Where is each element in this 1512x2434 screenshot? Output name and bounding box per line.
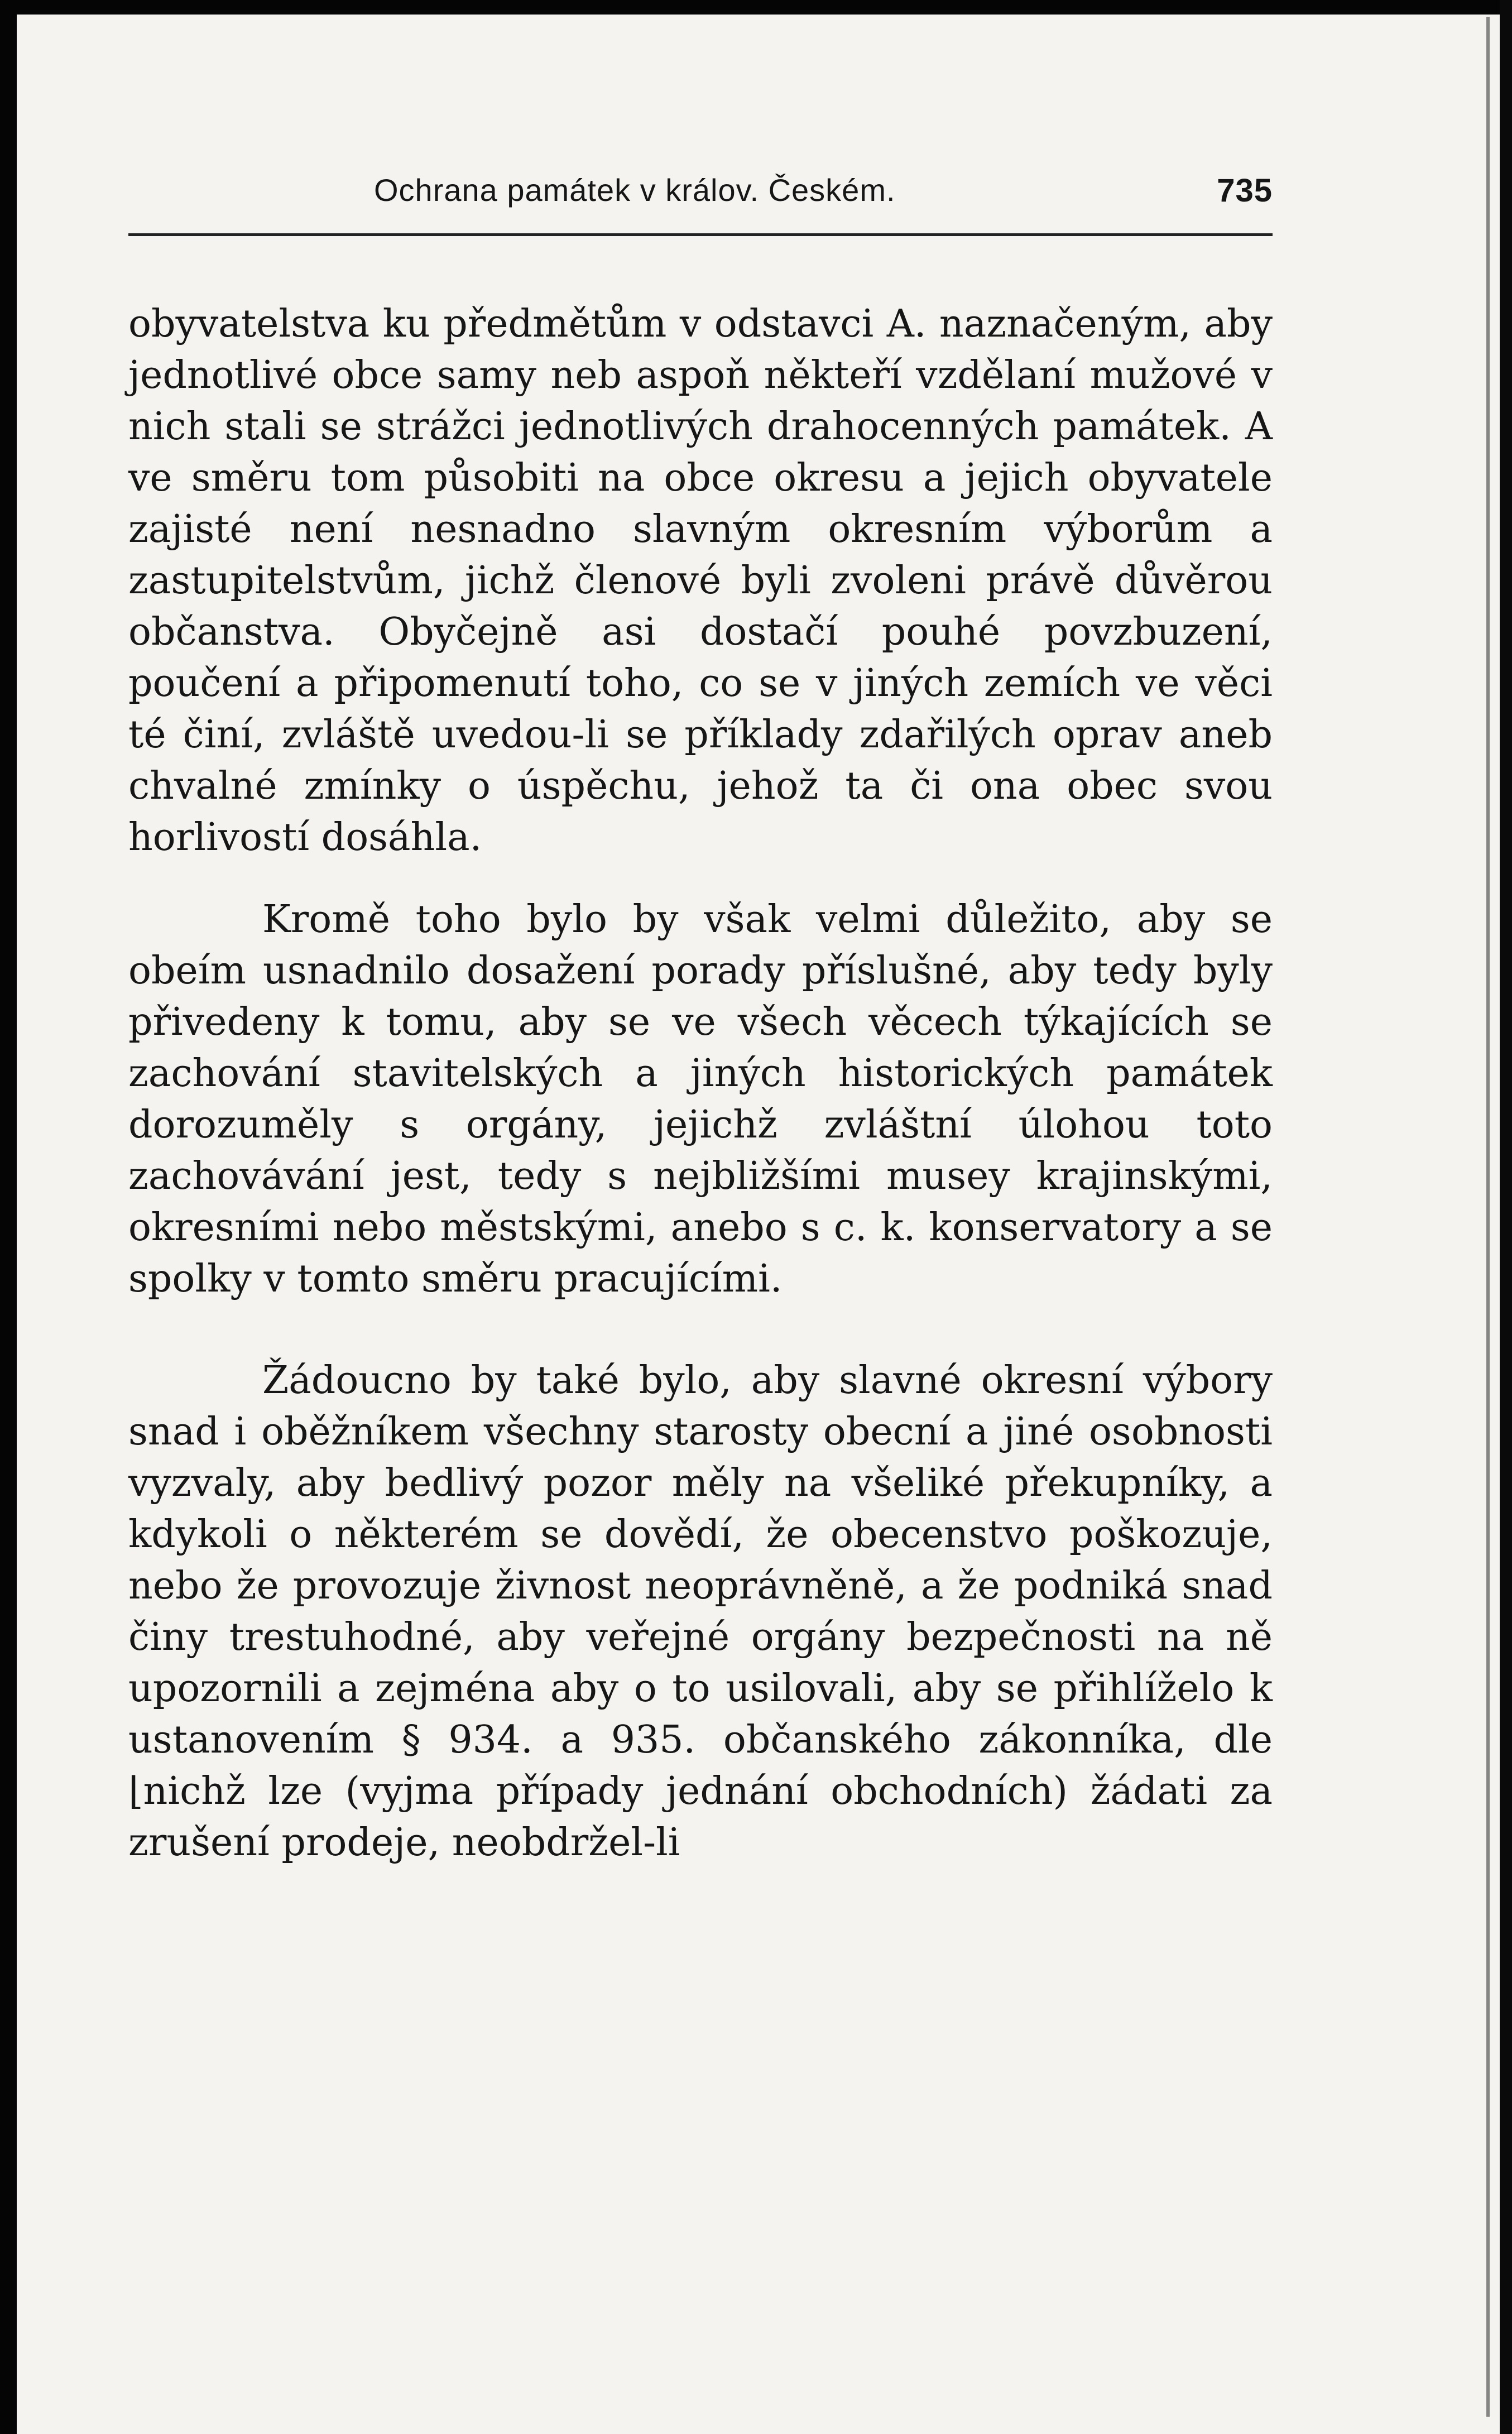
scan-shadow-line [1486, 17, 1490, 2417]
page-number: 735 [1217, 172, 1273, 209]
paragraph: Žádoucno by také bylo, aby slavné okresní výbory snad i oběžníkem všechny starosty obecní a jiné osobnosti vyzvaly, aby bedlivý pozor měly na všeliké překupníky, a kdykoli o některém se dovědí, že obecenstvo poškozuje, nebo že provozuje živnost neoprávněně, a že podniká snad činy trestuhodné, aby veřejné orgány bezpečnosti na ně upozornili a zejména aby o to usilovali, aby se přihlíželo k ustanovením § 934. a 935. občanského zákonníka, dle ⌊nichž lze (vyjma případy jednání obchodních) žádati za zrušení prodeje, neobdržel-li [128, 1358, 1273, 1865]
book-page [128, 0, 1273, 2434]
scan-border-left [0, 0, 17, 2434]
running-head [128, 167, 1273, 218]
paragraph-continued: obyvatelstva ku předmětům v odstavci A. naznačeným, aby jednotlivé obce samy neb aspoň někteří vzdělaní mužové v nich stali se strážci jednotlivých drahocenných památek. A ve směru tom působiti na obce okresu a jejich obyvatele zajisté není nesnadno slavným okresním výborům a zastupitelstvům, jichž členové byli zvoleni právě důvěrou občanstva. Obyčejně asi dostačí pouhé povzbuzení, poučení a připomenutí toho, co se v jiných zemích ve věci té činí, zvláště uvedou-li se příklady zdařilých oprav aneb chvalné zmínky o úspěchu, jehož ta či ona obec svou horlivostí dosáhla. [128, 302, 1273, 860]
body-text [128, 299, 1273, 1869]
scan-border-right [1500, 0, 1512, 2434]
running-title: Ochrana památek v králov. Českém. [374, 172, 896, 208]
paragraph: Kromě toho bylo by však velmi důležito, aby se obeím usnadnilo dosažení porady příslušné, aby tedy byly přivedeny k tomu, aby se ve všech věcech týkajících se zachování stavitelských a jiných historických památek dorozuměly s orgány, jejichž zvláštní úlohou toto zachovávání jest, tedy s nejbližšími musey krajinskými, okresními nebo městskými, anebo s c. k. konservatory a se spolky v tomto směru pracujícími. [128, 897, 1273, 1301]
header-rule [128, 233, 1273, 236]
